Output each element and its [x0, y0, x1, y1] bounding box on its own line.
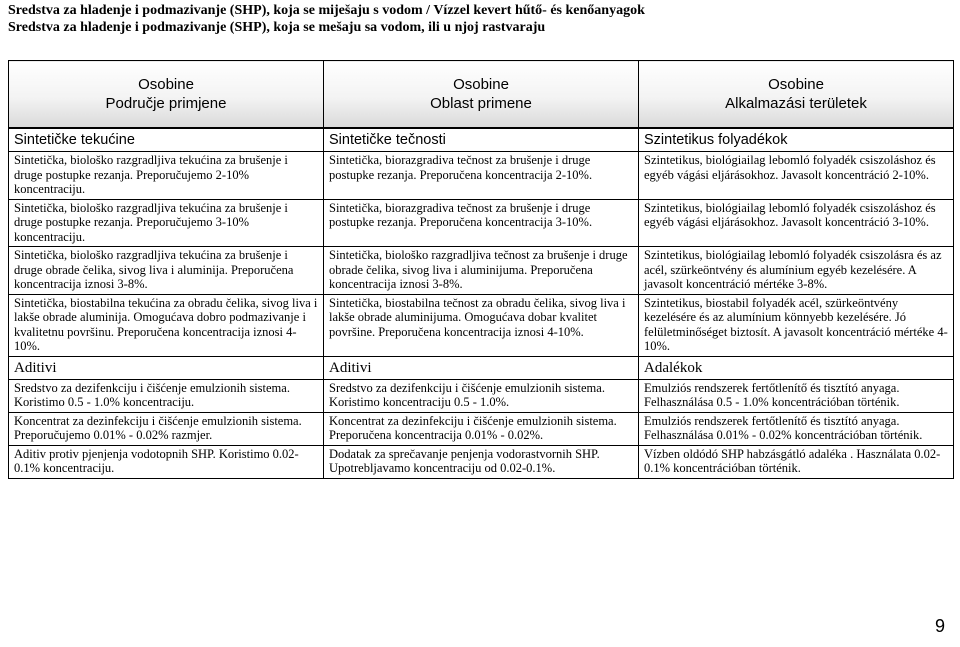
- category-heading: Aditivi: [9, 356, 324, 379]
- table-row: [9, 356, 954, 379]
- table-cell: Sintetička, biološko razgradljiva tekućina za brušenje i druge obrade čelika, sivog liva i aluminija. Preporučena koncentracija iznosi 3-8%.: [9, 247, 324, 295]
- table-row: [9, 379, 954, 412]
- table-cell: Sintetička, biostabilna tekućina za obradu čelika, sivog liva i lakše obrade aluminija. Omogućava dobro podmazivanje i kvalitetnu površinu. Preporučena koncentracija iznosi 4-10%.: [9, 294, 324, 356]
- table-cell: Dodatak za sprečavanje penjenja vodorastvornih SHP. Upotrebljavamo koncentraciju od 0.02-0.1%.: [324, 445, 639, 478]
- table-cell: Emulziós rendszerek fertőtlenítő és tisztító anyaga. Felhasználása 0.01% - 0.02% koncentrációban történik.: [639, 412, 954, 445]
- table-cell: Sintetička, biorazgradiva tečnost za brušenje i druge postupke rezanja. Preporučena koncentracija 2-10%.: [324, 152, 639, 200]
- table-cell: Szintetikus, biológiailag lebomló folyadék csiszolásra és az acél, szürkeöntvény és alumínium egyéb kezelésére. A javasolt koncentráció mértéke 3-8%.: [639, 247, 954, 295]
- category-heading: Sintetičke tečnosti: [324, 129, 639, 152]
- header-line-2: Sredstva za hladenje i podmazivanje (SHP), koja se mešaju sa vodom, ili u njoj rastvaraju: [8, 20, 546, 35]
- table-cell: Sintetička, biološko razgradljiva tekućina za brušenje i druge postupke rezanja. Preporučujemo 2-10% koncentraciju.: [9, 152, 324, 200]
- table-cell: Sintetička, biorazgradiva tečnost za brušenje i druge postupke rezanja. Preporučena koncentracija 3-10%.: [324, 199, 639, 247]
- category-heading: Adalékok: [639, 356, 954, 379]
- category-heading: Aditivi: [324, 356, 639, 379]
- table-cell: Szintetikus, biológiailag lebomló folyadék csiszoláshoz és egyéb vágási eljárásokhoz. Javasolt koncentráció 3-10%.: [639, 199, 954, 247]
- table-cell: Sredstvo za dezifenkciju i čišćenje emulzionih sistema. Koristimo koncentraciju 0.5 - 1.0%.: [324, 379, 639, 412]
- category-heading: Szintetikus folyadékok: [639, 129, 954, 152]
- table-cell: Aditiv protiv pjenjenja vodotopnih SHP. Koristimo 0.02-0.1% koncentraciju.: [9, 445, 324, 478]
- table-cell: Sintetička, biološko razgradljiva tečnost za brušenje i druge obrade čelika, sivog liva i aluminijuma. Preporučena koncentracija iznosi 3-8%.: [324, 247, 639, 295]
- page-number: 9: [934, 616, 945, 636]
- table-cell: Sredstvo za dezifenkciju i čišćenje emulzionih sistema. Koristimo 0.5 - 1.0% koncentraciju.: [9, 379, 324, 412]
- table-row: [9, 129, 954, 152]
- table-cell: Sintetička, biološko razgradljiva tekućina za brušenje i druge postupke rezanja. Preporučujemo 3-10% koncentraciju.: [9, 199, 324, 247]
- table-row: [9, 247, 954, 295]
- section-header-cell: Osobine Područje primjene: [9, 61, 324, 128]
- section-header-cell: Osobine Alkalmazási területek: [639, 61, 954, 128]
- table-cell: Szintetikus, biostabil folyadék acél, szürkeöntvény kezelésére és az alumínium könnyebb kezelésére. Jó felületminőséget biztosít. A javasolt koncentráció mértéke 4-10%.: [639, 294, 954, 356]
- table-cell: Vízben oldódó SHP habzásgátló adaléka . Használata 0.02-0.1% koncentrációban történik.: [639, 445, 954, 478]
- table-cell: Szintetikus, biológiailag lebomló folyadék csiszoláshoz és egyéb vágási eljárásokhoz. Javasolt koncentráció 2-10%.: [639, 152, 954, 200]
- table-row: [9, 152, 954, 200]
- table-row: [9, 412, 954, 445]
- properties-table: [8, 128, 954, 479]
- table-row: [9, 199, 954, 247]
- category-heading: Sintetičke tekućine: [9, 129, 324, 152]
- section-header-cell: Osobine Oblast primene: [324, 61, 639, 128]
- table-row: [9, 294, 954, 356]
- header-line-1: Sredstva za hladenje i podmazivanje (SHP), koja se miješaju s vodom / Vízzel kevert hűtő- és kenőanyagok: [8, 3, 645, 18]
- table-cell: Sintetička, biostabilna tečnost za obradu čelika, sivog liva i lakše obrade aluminijuma. Omogućava dobar kvalitet površine. Preporučena koncentracija iznosi 4-10%.: [324, 294, 639, 356]
- table-row: [9, 445, 954, 478]
- page-header: [8, 2, 645, 36]
- section-header-table: [8, 60, 954, 128]
- table-cell: Koncentrat za dezinfekciju i čišćenje emulzionih sistema. Preporučujemo 0.01% - 0.02% razmjer.: [9, 412, 324, 445]
- table-cell: Emulziós rendszerek fertőtlenítő és tisztító anyaga. Felhasználása 0.5 - 1.0% koncentrációban történik.: [639, 379, 954, 412]
- table-cell: Koncentrat za dezinfekciju i čišćenje emulzionih sistema. Preporučena koncentracija 0.01% - 0.02%.: [324, 412, 639, 445]
